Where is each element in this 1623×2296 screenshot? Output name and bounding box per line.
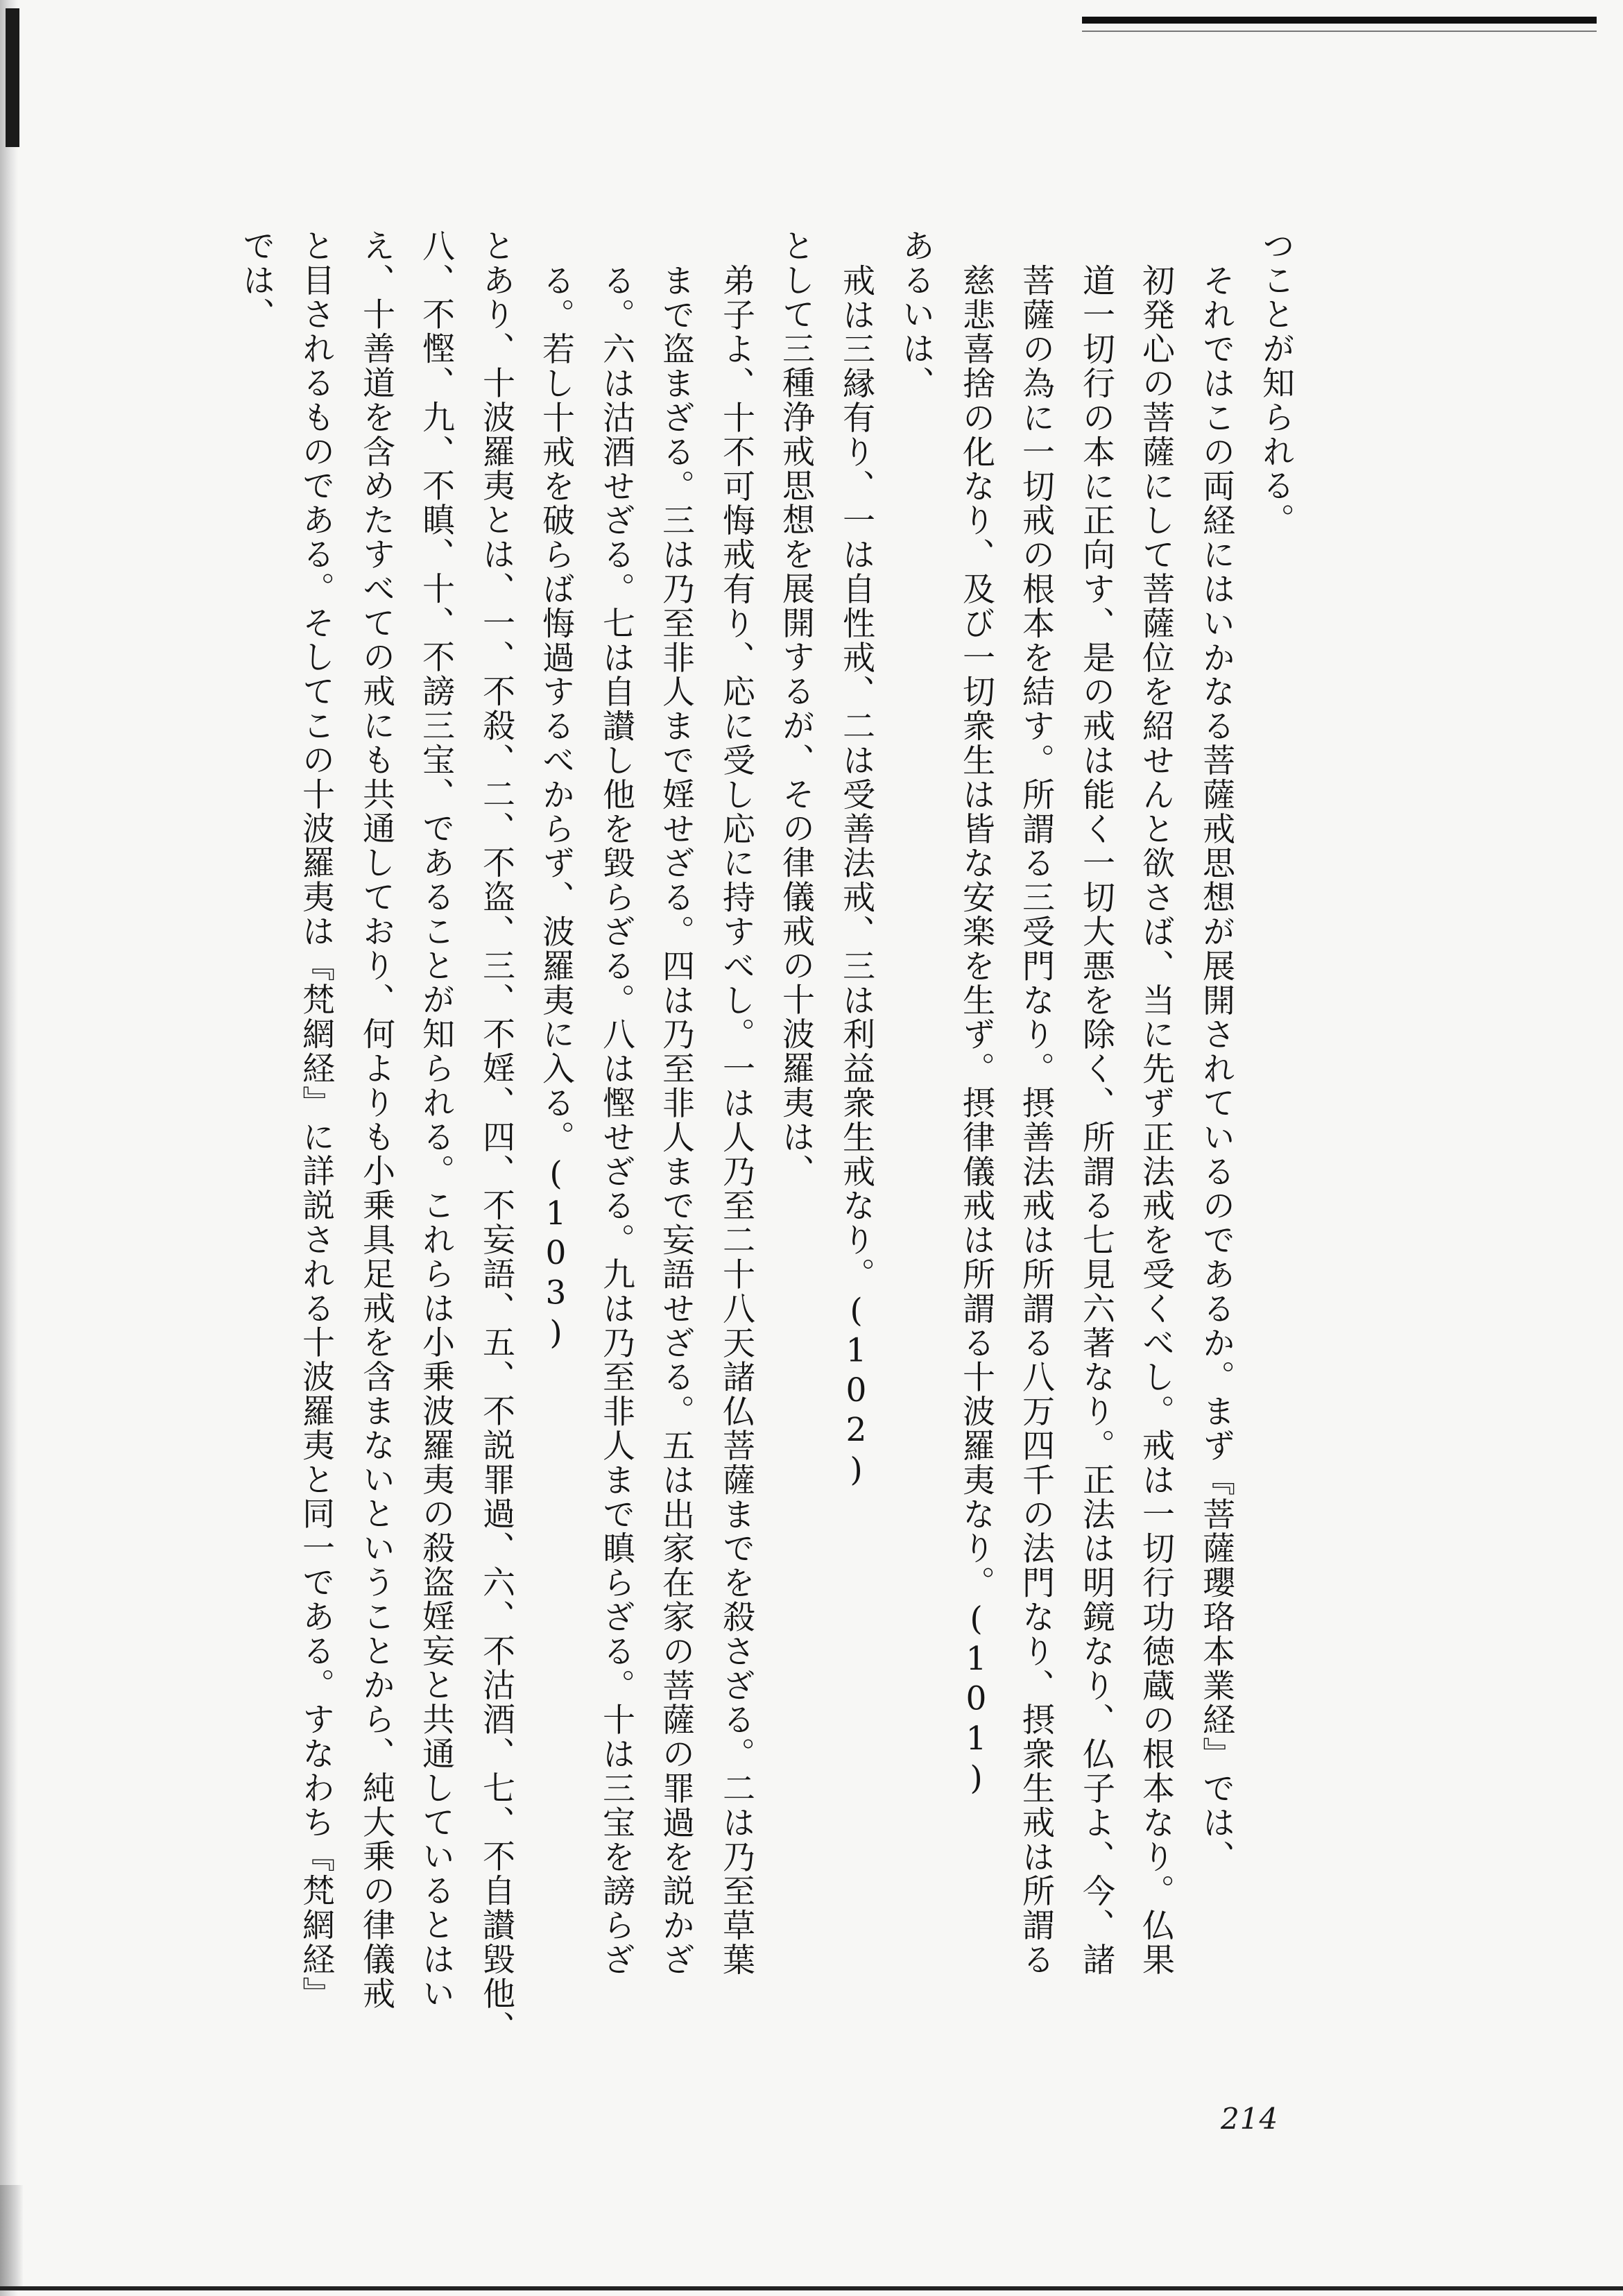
quote-line-1: 初発心の菩薩にして菩薩位を紹せんと欲さば、当に先ず正法戒を受くべし。戒は一切行功徳蔵の根本なり。仏果 xyxy=(1137,264,1175,1977)
scan-corner-smudge xyxy=(0,2185,24,2289)
text-line-1: つことが知られる。 xyxy=(1257,229,1295,538)
text-line-2: それではこの両経にはいかなる菩薩戒思想が展開されているのであるか。まず『菩薩瓔珞本業経』では、 xyxy=(1197,264,1235,1874)
quote-line-2: 道一切行の本に正向す、是の戒は能く一切大悪を除く、所謂る七見六著なり。正法は明鏡なり、仏子よ、今、諸 xyxy=(1077,264,1115,1977)
scan-binding-mark xyxy=(6,8,19,147)
quote-line-3: 菩薩の為に一切戒の根本を結す。所謂る三受門なり。摂善法戒は所謂る八万四千の法門なり、摂衆生戒は所謂る xyxy=(1017,264,1055,1977)
quote-line-6: 弟子よ、十不可悔戒有り、応に受し応に持すべし。一は人乃至二十八天諸仏菩薩までを殺さざる。二は乃至草葉 xyxy=(717,264,755,1977)
text-line-9: では、 xyxy=(237,229,275,332)
text-line-5: とあり、十波羅夷とは、一、不殺、二、不盗、三、不婬、四、不妄語、五、不説罪過、六、不沽酒、七、不自讃毀他、 xyxy=(477,229,515,2046)
text-line-6: 八、不慳、九、不瞋、十、不謗三宝、であることが知られる。これらは小乗波羅夷の殺盗婬妄と共通しているとはい xyxy=(417,229,455,2011)
scan-left-edge xyxy=(0,0,18,2296)
page-number: 214 xyxy=(1221,2102,1279,2136)
text-line-8: と目されるものである。そしてこの十波羅夷は『梵網経』に詳説される十波羅夷と同一である。すなわち『梵網経』 xyxy=(297,229,335,2011)
quote-line-9: る。若し十戒を破らば悔過するべからず、波羅夷に入る。(103) xyxy=(537,264,575,1354)
top-rule xyxy=(1082,17,1597,24)
quote-line-5: 戒は三縁有り、一は自性戒、二は受善法戒、三は利益衆生戒なり。(102) xyxy=(837,264,875,1491)
quote-line-8: る。六は沽酒せざる。七は自讃し他を毀らざる。八は慳せざる。九は乃至非人まで瞋らざる。十は三宝を謗らざ xyxy=(597,264,635,1977)
text-line-7: え、十善道を含めたすべての戒にも共通しており、何よりも小乗具足戒を含まないということから、純大乗の律儀戒 xyxy=(357,229,395,2011)
text-line-3: あるいは、 xyxy=(897,229,935,400)
quote-line-7: まで盗まざる。三は乃至非人まで婬せざる。四は乃至非人まで妄語せざる。五は出家在家の菩薩の罪過を説かざ xyxy=(657,264,695,1977)
quote-line-4: 慈悲喜捨の化なり、及び一切衆生は皆な安楽を生ず。摂律儀戒は所謂る十波羅夷なり。(101) xyxy=(957,264,995,1799)
top-rule-thin xyxy=(1082,31,1597,32)
text-line-4: として三種浄戒思想を展開するが、その律儀戒の十波羅夷は、 xyxy=(777,229,815,1189)
bottom-rule xyxy=(0,2286,1623,2290)
